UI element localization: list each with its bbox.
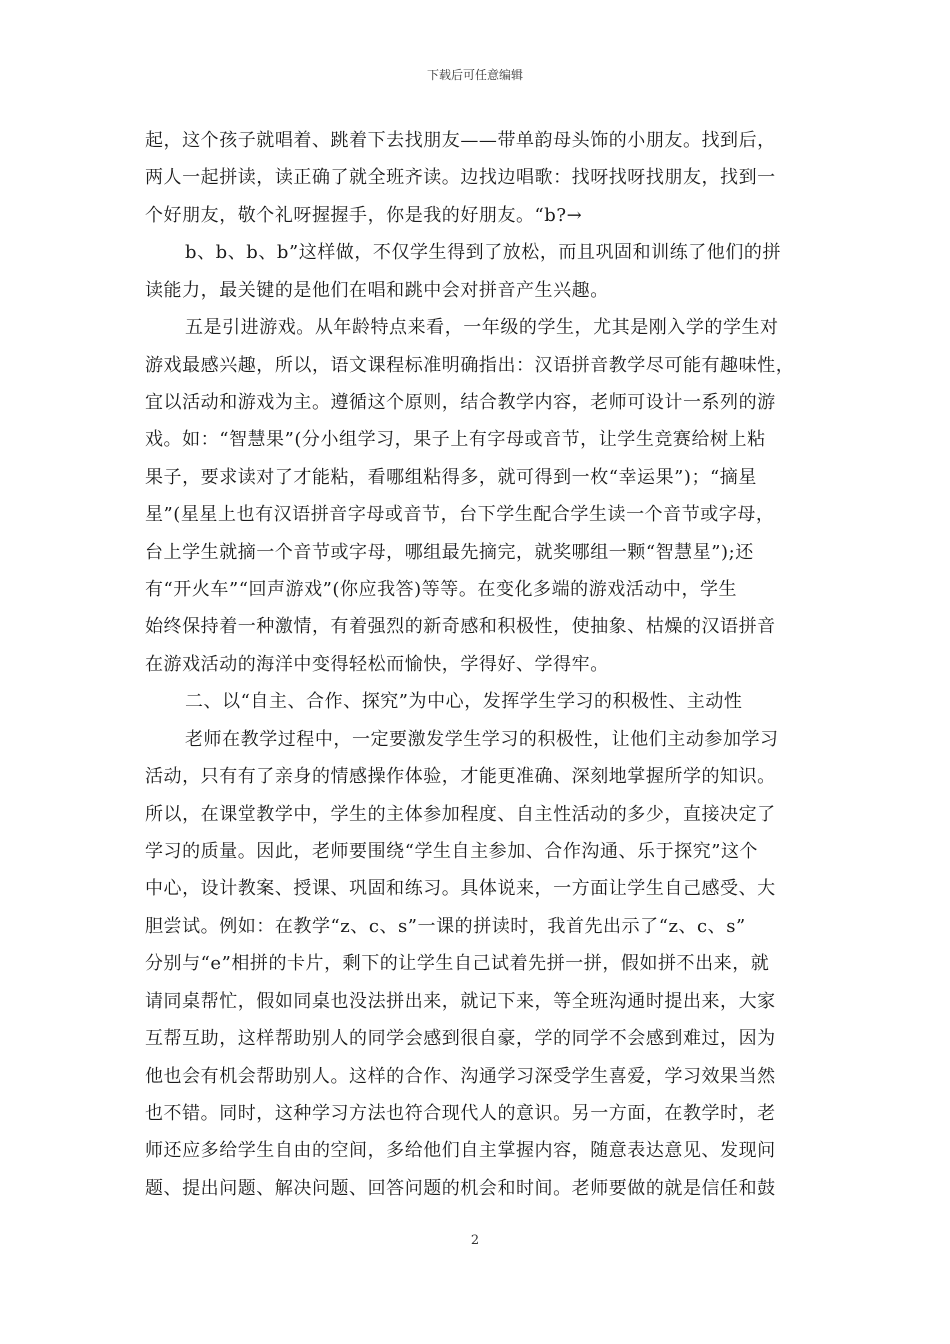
text-line: 题、提出问题、解决问题、回答问题的机会和时间。老师要做的就是信任和鼓 <box>145 1177 776 1199</box>
text-line: 他也会有机会帮助别人。这样的合作、沟通学习深受学生喜爱，学习效果当然 <box>145 1065 776 1087</box>
text-line: 台上学生就摘一个音节或字母，哪组最先摘完，就奖哪组一颗“智慧星”);还 <box>145 541 754 563</box>
text-line: 师还应多给学生自由的空间，多给他们自主掌握内容，随意表达意见、发现问 <box>145 1140 776 1162</box>
text-line: 中心，设计教案、授课、巩固和练习。具体说来，一方面让学生自己感受、大 <box>145 878 776 900</box>
text-line: 在游戏活动的海洋中变得轻松而愉快，学得好、学得牢。 <box>145 653 609 675</box>
text-line: 互帮互助，这样帮助别人的同学会感到很自豪，学的同学不会感到难过，因为 <box>145 1028 776 1050</box>
text-line: 请同桌帮忙，假如同桌也没法拼出来，就记下来，等全班沟通时提出来，大家 <box>145 990 776 1012</box>
text-line: 五是引进游戏。从年龄特点来看，一年级的学生，尤其是刚入学的学生对 <box>185 317 779 339</box>
text-line: 个好朋友，敬个礼呀握握手，你是我的好朋友。“b?→ <box>145 204 583 226</box>
page-header: 下载后可任意编辑 <box>426 68 523 82</box>
text-line: 学习的质量。因此，老师要围绕“学生自主参加、合作沟通、乐于探究”这个 <box>145 841 759 863</box>
text-line: 游戏最感兴趣，所以，语文课程标准明确指出：汉语拼音教学尽可能有趣味性， <box>145 354 795 376</box>
body-text <box>145 122 810 1207</box>
text-line: 宜以活动和游戏为主。遵循这个原则，结合教学内容，老师可设计一系列的游 <box>145 391 776 413</box>
section-heading: 二、以“自主、合作、探究”为中心，发挥学生学习的积极性、主动性 <box>185 691 743 713</box>
page-number: 2 <box>470 1233 480 1248</box>
text-line: 所以，在课堂教学中，学生的主体参加程度、自主性活动的多少，直接决定了 <box>145 803 776 825</box>
text-line: 也不错。同时，这种学习方法也符合现代人的意识。另一方面，在教学时，老 <box>145 1102 776 1124</box>
text-line: 分别与“e”相拼的卡片，剩下的让学生自己试着先拼一拼，假如拼不出来，就 <box>145 953 770 975</box>
text-line: 读能力，最关键的是他们在唱和跳中会对拼音产生兴趣。 <box>145 279 609 301</box>
text-line: 胆尝试。例如：在教学“z、c、s”一课的拼读时，我首先出示了“z、c、s” <box>145 915 746 937</box>
text-line: 老师在教学过程中，一定要激发学生学习的积极性，让他们主动参加学习 <box>185 728 779 750</box>
text-line: b、b、b、b”这样做，不仅学生得到了放松，而且巩固和训练了他们的拼 <box>185 242 781 264</box>
text-line: 有“开火车”“回声游戏”(你应我答)等等。在变化多端的游戏活动中，学生 <box>145 579 738 601</box>
text-line: 戏。如：“智慧果”(分小组学习，果子上有字母或音节，让学生竞赛给树上粘 <box>145 429 766 451</box>
text-line: 果子，要求读对了才能粘，看哪组粘得多，就可得到一枚“幸运果”)；“摘星 <box>145 466 757 488</box>
text-line: 活动，只有有了亲身的情感操作体验，才能更准确、深刻地掌握所学的知识。 <box>145 766 776 788</box>
text-line: 两人一起拼读，读正确了就全班齐读。边找边唱歌：找呀找呀找朋友，找到一 <box>145 167 776 189</box>
text-line: 起，这个孩子就唱着、跳着下去找朋友——带单韵母头饰的小朋友。找到后， <box>145 130 776 151</box>
text-line: 星”(星星上也有汉语拼音字母或音节，台下学生配合学生读一个音节或字母， <box>145 504 775 526</box>
text-line: 始终保持着一种激情，有着强烈的新奇感和积极性，使抽象、枯燥的汉语拼音 <box>145 616 776 638</box>
